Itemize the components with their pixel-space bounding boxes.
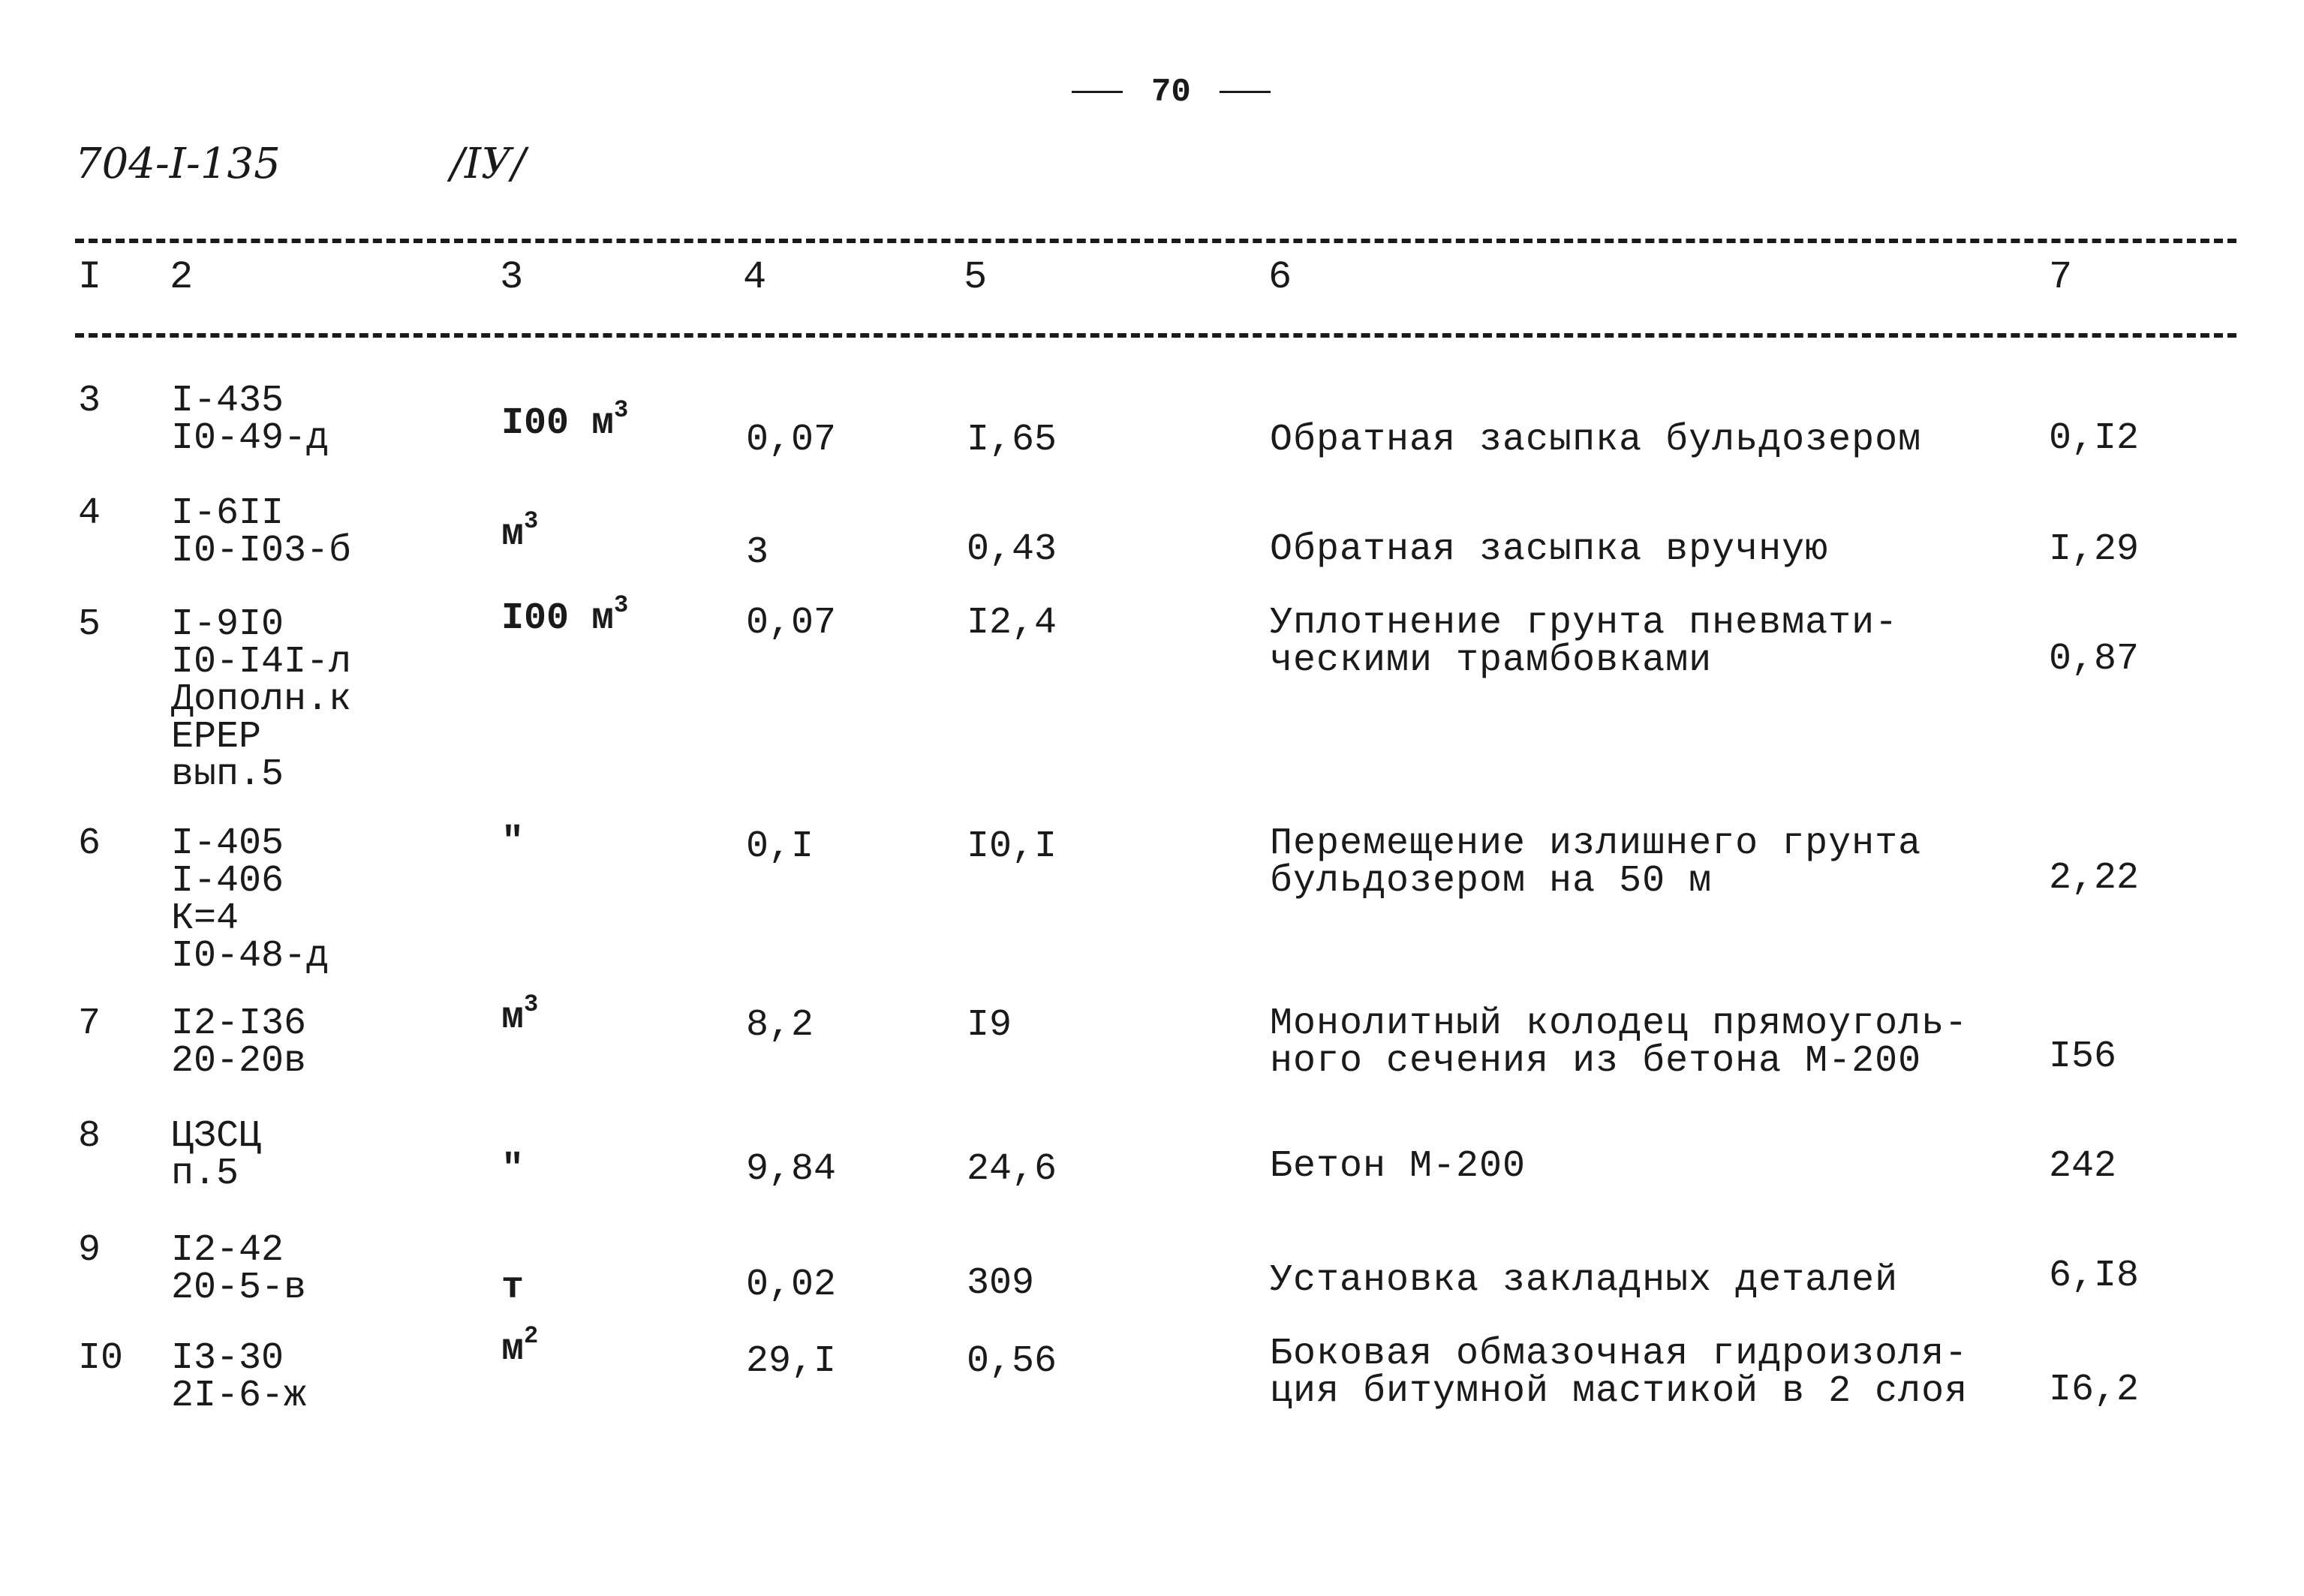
unit-base: м	[501, 1328, 525, 1371]
norm-code-line: I3-30	[171, 1337, 284, 1380]
work-description-line: Бетон М-200	[1270, 1145, 1526, 1188]
quantity-cell: 29,I	[746, 1340, 837, 1383]
column-header-6: 6	[1268, 255, 1292, 299]
unit-exponent: 3	[614, 396, 629, 424]
unit-cost-cell: 0,43	[967, 528, 1057, 571]
unit-cell	[501, 1322, 539, 1371]
row-number: 6	[78, 822, 101, 865]
quantity-cell: 0,I	[746, 825, 814, 868]
row-number: 4	[78, 492, 101, 535]
norm-code-line: I-6II	[171, 492, 284, 535]
norm-code-line: ЕРЕР	[171, 716, 262, 759]
norm-code-line: I-406	[171, 860, 284, 903]
unit-base: м	[501, 513, 525, 556]
unit-cost-cell: 0,56	[967, 1340, 1057, 1383]
quantity-cell: 9,84	[746, 1148, 837, 1191]
norm-code-line: Дополн.к	[171, 678, 352, 721]
norm-code-line: I0-I03-б	[171, 530, 352, 573]
row-number: 3	[78, 380, 101, 422]
unit-base: "	[501, 821, 525, 864]
unit-cell	[501, 821, 525, 864]
unit-cell	[501, 396, 629, 445]
quantity-cell: 0,07	[746, 602, 837, 645]
total-cost-cell: 2,22	[2049, 857, 2140, 900]
norm-code-line: 20-20в	[171, 1040, 307, 1083]
unit-exponent: 2	[524, 1322, 539, 1350]
total-cost-cell: 0,87	[2049, 638, 2140, 681]
norm-code-line: I2-42	[171, 1229, 284, 1272]
row-number: 5	[78, 603, 101, 646]
unit-base: I00 м	[501, 597, 615, 640]
unit-cost-cell: 24,6	[967, 1148, 1057, 1191]
unit-cell	[501, 591, 629, 640]
unit-cost-cell: I0,I	[967, 825, 1057, 868]
unit-base: "	[501, 1148, 525, 1191]
work-description-line: Боковая обмазочная гидроизоля-	[1270, 1333, 1969, 1375]
page-number-value: 70	[1151, 74, 1191, 111]
work-description-line: Монолитный колодец прямоуголь-	[1270, 1002, 1969, 1045]
quantity-cell: 0,07	[746, 419, 837, 461]
unit-base: т	[501, 1267, 525, 1309]
work-description-line: Обратная засыпка бульдозером	[1270, 419, 1922, 461]
unit-cost-cell: I2,4	[967, 602, 1057, 645]
norm-code-line: п.5	[171, 1153, 239, 1195]
work-description-line: ного сечения из бетона М-200	[1270, 1040, 1922, 1083]
unit-base: I00 м	[501, 402, 615, 445]
table-header-bottom-rule	[75, 333, 2236, 338]
norm-code-line: I-435	[171, 380, 284, 422]
row-number: 8	[78, 1115, 101, 1158]
norm-code-line: I0-48-д	[171, 935, 329, 978]
unit-base: м	[501, 996, 525, 1039]
unit-cell	[501, 990, 539, 1039]
unit-cell	[501, 1267, 525, 1309]
unit-cell	[501, 1148, 525, 1191]
unit-exponent: 3	[524, 507, 539, 535]
unit-cell	[501, 507, 539, 556]
quantity-cell: 8,2	[746, 1004, 814, 1047]
work-description-line: Уплотнение грунта пневмати-	[1270, 602, 1899, 645]
column-header-7: 7	[2049, 255, 2073, 299]
total-cost-cell: 242	[2049, 1145, 2117, 1188]
norm-code-line: ЦЗСЦ	[171, 1115, 262, 1158]
total-cost-cell: I6,2	[2049, 1369, 2140, 1411]
total-cost-cell: I,29	[2049, 528, 2140, 571]
norm-code-line: I-405	[171, 822, 284, 865]
norm-code-line: вып.5	[171, 753, 284, 796]
work-description-line: бульдозером на 50 м	[1270, 860, 1713, 903]
unit-cost-cell: I9	[967, 1004, 1012, 1047]
norm-code-line: К=4	[171, 897, 239, 940]
document-part: /IУ/	[450, 140, 526, 188]
work-description-line: Обратная засыпка вручную	[1270, 528, 1829, 571]
norm-code-line: 20-5-в	[171, 1267, 307, 1309]
page-number	[1043, 74, 1299, 111]
unit-cost-cell: 309	[967, 1262, 1035, 1305]
column-header-1: I	[78, 255, 102, 299]
norm-code-line: I-9I0	[171, 603, 284, 646]
table-header-top-rule	[75, 239, 2236, 243]
row-number: 9	[78, 1229, 101, 1272]
work-description-line: Установка закладных деталей	[1270, 1259, 1899, 1302]
page-number-right-dash	[1220, 91, 1271, 93]
total-cost-cell: I56	[2049, 1035, 2117, 1078]
page-number-left-dash	[1072, 91, 1123, 93]
row-number: I0	[78, 1337, 124, 1380]
quantity-cell: 0,02	[746, 1264, 837, 1306]
total-cost-cell: 6,I8	[2049, 1255, 2140, 1297]
work-description-line: Перемещение излишнего грунта	[1270, 822, 1922, 865]
quantity-cell: 3	[746, 531, 769, 574]
norm-code-line: I0-49-д	[171, 417, 329, 460]
work-description-line: ческими трамбовками	[1270, 639, 1713, 682]
column-header-4: 4	[743, 255, 767, 299]
column-header-2: 2	[170, 255, 194, 299]
unit-exponent: 3	[524, 990, 539, 1018]
norm-code-line: 2I-6-ж	[171, 1375, 307, 1417]
unit-exponent: 3	[614, 591, 629, 619]
norm-code-line: I2-I36	[171, 1002, 307, 1045]
work-description-line: ция битумной мастикой в 2 слоя	[1270, 1370, 1969, 1413]
norm-code-line: I0-I4I-л	[171, 641, 352, 684]
column-header-3: 3	[500, 255, 524, 299]
unit-cost-cell: I,65	[967, 419, 1057, 461]
row-number: 7	[78, 1002, 101, 1045]
column-header-5: 5	[964, 255, 988, 299]
document-code: 704-I-135	[75, 140, 281, 188]
total-cost-cell: 0,I2	[2049, 417, 2140, 460]
